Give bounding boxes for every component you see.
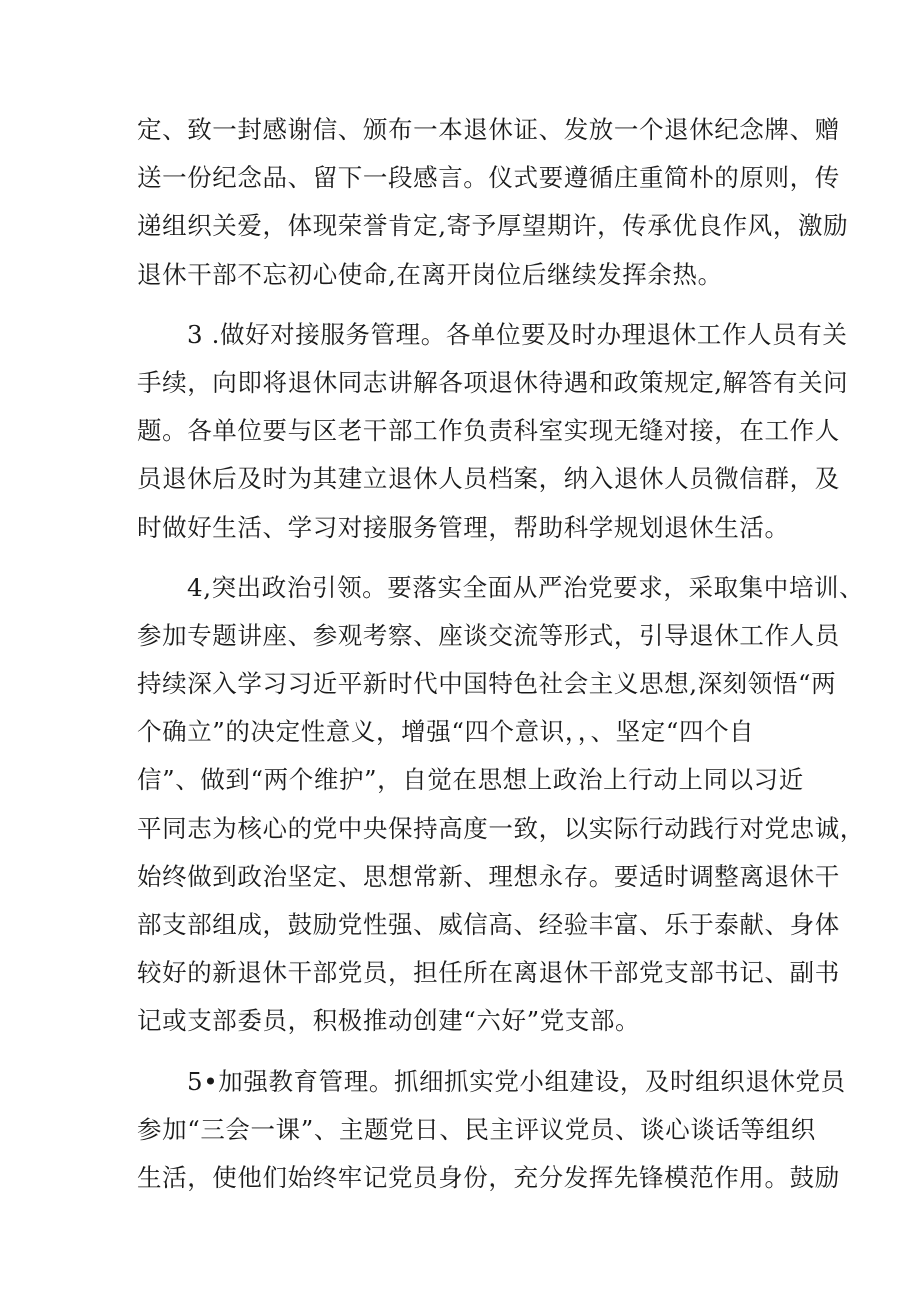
- text-line: 5•加强教育管理。抓细抓实党小组建设，及时组织退休党员: [187, 1066, 846, 1096]
- paragraph: [137, 1058, 846, 1203]
- text-line: 3 .做好对接服务管理。各单位要及时办理退休工作人员有关: [187, 319, 848, 349]
- text-line: 部支部组成，鼓励党性强、威信高、经验丰富、乐于泰献、身体: [137, 910, 840, 939]
- text-line: 记或支部委员，积极推动创建“六好”党支部。: [137, 1006, 641, 1036]
- text-line: 平同志为核心的党中央保持高度一致，以实际行动践行对党忠诚，: [137, 813, 865, 843]
- text-line: 时做好生活、学习对接服务管理，帮助科学规划退休生活。: [137, 512, 790, 542]
- text-line: 题。各单位要与区老干部工作负责科室实现无缝对接，在工作人: [137, 416, 840, 446]
- text-line: 递组织关爱，体现荣誉肯定,寄予厚望期许，传承优良作风，激励: [137, 211, 849, 241]
- text-line: 信”、做到“两个维护”，自觉在思想上政治上行动上同以习近: [137, 765, 804, 795]
- text-line: 始终做到政治坚定、思想常新、理想永存。要适时调整离退休干: [137, 861, 840, 891]
- text-line: 送一份纪念品、留下一段感言。仪式要遵循庄重简朴的原则，传: [137, 163, 840, 193]
- paragraph: [137, 311, 849, 552]
- text-line: 手续，向即将退休同志讲解各项退休待遇和政策规定,解答有关问: [137, 367, 849, 397]
- paragraph: [137, 564, 865, 1046]
- text-line: 参加“三会一课”、主题党日、民主评议党员、谈心谈话等组织: [137, 1114, 816, 1144]
- text-line: 个确立”的决定性意义，增强“四个意识，，、坚定“四个自: [137, 717, 755, 747]
- text-line: 员退休后及时为其建立退休人员档案，纳入退休人员微信群，及: [137, 464, 840, 494]
- text-line: 退休干部不忘初心使命,在离开岗位后继续发挥余热。: [137, 259, 723, 289]
- paragraph: [137, 106, 849, 299]
- text-line: 定、致一封感谢信、颁布一本退休证、发放一个退休纪念牌、赠: [137, 115, 840, 144]
- text-line: 较好的新退休干部党员，担任所在离退休干部党支部书记、副书: [137, 958, 840, 988]
- document-body: [137, 106, 865, 1202]
- text-line: 持续深入学习习近平新时代中国特色社会主义思想,深刻领悟“两: [137, 669, 837, 699]
- text-line: 参加专题讲座、参观考察、座谈交流等形式，引导退休工作人员: [137, 620, 840, 650]
- text-line: 生活，使他们始终牢记党员身份，充分发挥先锋模范作用。鼓励: [137, 1162, 840, 1192]
- text-line: 4,突出政治引领。要落实全面从严治党要求，采取集中培训、: [187, 572, 865, 602]
